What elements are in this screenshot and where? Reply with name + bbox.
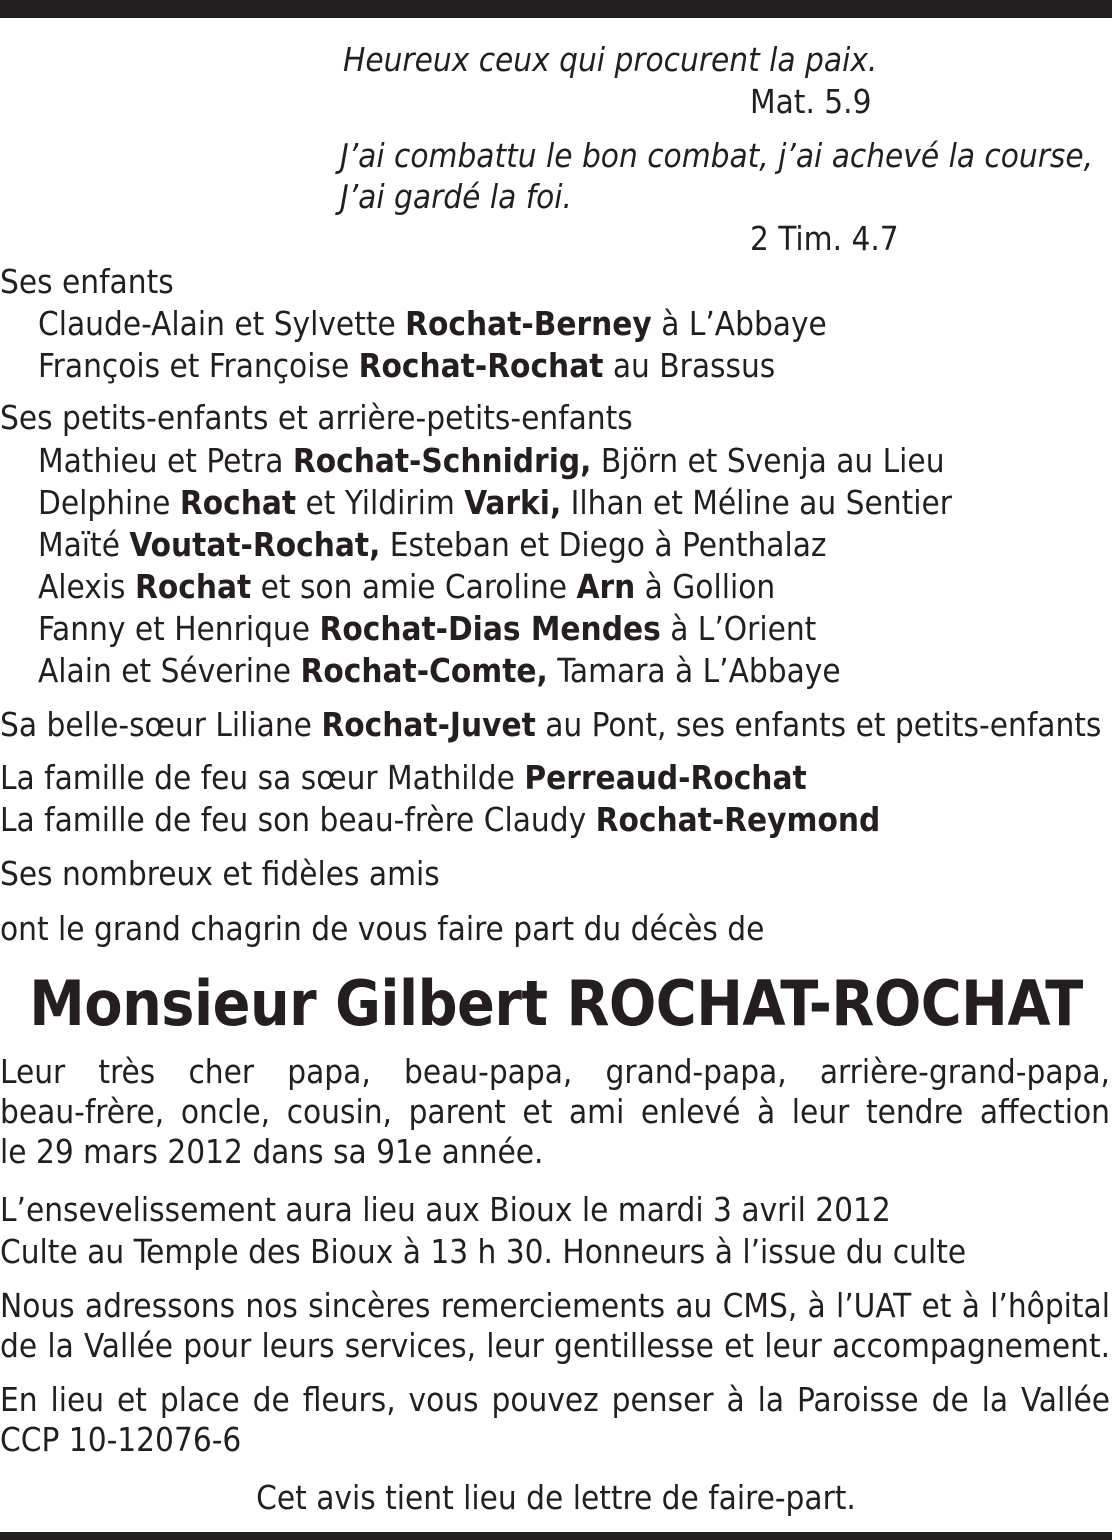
famille-line: La famille de feu sa sœur Mathilde Perreaud-Rochat xyxy=(0,758,807,797)
dons-paragraph xyxy=(0,1380,1110,1460)
remerciements-paragraph xyxy=(0,1286,1110,1366)
epigraph-1-line-1: Heureux ceux qui procurent la paix. xyxy=(343,40,878,79)
enfants-heading: Ses enfants xyxy=(0,262,174,301)
petit-enfant-entry: Maïté Voutat-Rochat, Esteban et Diego à Penthalaz xyxy=(38,525,827,564)
footer-note: Cet avis tient lieu de lettre de faire-part. xyxy=(256,1478,856,1517)
enfant-entry: François et Françoise Rochat-Rochat au Brassus xyxy=(38,346,776,385)
epigraph-2-reference: 2 Tim. 4.7 xyxy=(750,219,899,258)
dons-line: En lieu et place de fleurs, vous pouvez penser à la Paroisse de la Vallée xyxy=(0,1380,1110,1419)
annonce-line: ont le grand chagrin de vous faire part du décès de xyxy=(0,909,765,948)
petit-enfant-entry: Alexis Rochat et son amie Caroline Arn à Gollion xyxy=(38,567,776,606)
petit-enfant-entry: Mathieu et Petra Rochat-Schnidrig, Björn et Svenja au Lieu xyxy=(38,441,945,480)
description-line: le 29 mars 2012 dans sa 91e année. xyxy=(0,1132,544,1171)
epigraph-2-line-1: J’ai combattu le bon combat, j’ai achevé la course, xyxy=(340,136,1094,175)
description-paragraph xyxy=(0,1052,1110,1172)
epigraph-2-line-2: J’ai gardé la foi. xyxy=(340,177,572,216)
belle-soeur-line: Sa belle-sœur Liliane Rochat-Juvet au Pont, ses enfants et petits-enfants xyxy=(0,705,1102,744)
petits-enfants-heading: Ses petits-enfants et arrière-petits-enfants xyxy=(0,398,633,437)
description-line: Leur très cher papa, beau-papa, grand-papa, arrière-grand-papa, xyxy=(0,1052,1110,1091)
dons-line: CCP 10-12076-6 xyxy=(0,1420,242,1459)
ceremonie-line: L’ensevelissement aura lieu aux Bioux le mardi 3 avril 2012 xyxy=(0,1190,891,1229)
epigraph-1-reference: Mat. 5.9 xyxy=(750,82,872,121)
amis-line: Ses nombreux et fidèles amis xyxy=(0,854,440,893)
petit-enfant-entry: Delphine Rochat et Yildirim Varki, Ilhan et Méline au Sentier xyxy=(38,483,952,522)
remerciements-line: de la Vallée pour leurs services, leur gentillesse et leur accompagnement. xyxy=(0,1326,1110,1365)
bottom-rule xyxy=(0,1532,1112,1540)
petit-enfant-entry: Alain et Séverine Rochat-Comte, Tamara à L’Abbaye xyxy=(38,651,841,690)
remerciements-line: Nous adressons nos sincères remerciements au CMS, à l’UAT et à l’hôpital xyxy=(0,1286,1110,1325)
enfant-entry: Claude-Alain et Sylvette Rochat-Berney à L’Abbaye xyxy=(38,304,827,343)
description-line: beau-frère, oncle, cousin, parent et ami enlevé à leur tendre affection xyxy=(0,1092,1110,1131)
ceremonie-line: Culte au Temple des Bioux à 13 h 30. Honneurs à l’issue du culte xyxy=(0,1232,967,1271)
deceased-name: Monsieur Gilbert ROCHAT-ROCHAT xyxy=(29,967,1083,1040)
famille-line: La famille de feu son beau-frère Claudy Rochat-Reymond xyxy=(0,800,881,839)
petit-enfant-entry: Fanny et Henrique Rochat-Dias Mendes à L’Orient xyxy=(38,609,817,648)
top-rule xyxy=(0,0,1112,18)
